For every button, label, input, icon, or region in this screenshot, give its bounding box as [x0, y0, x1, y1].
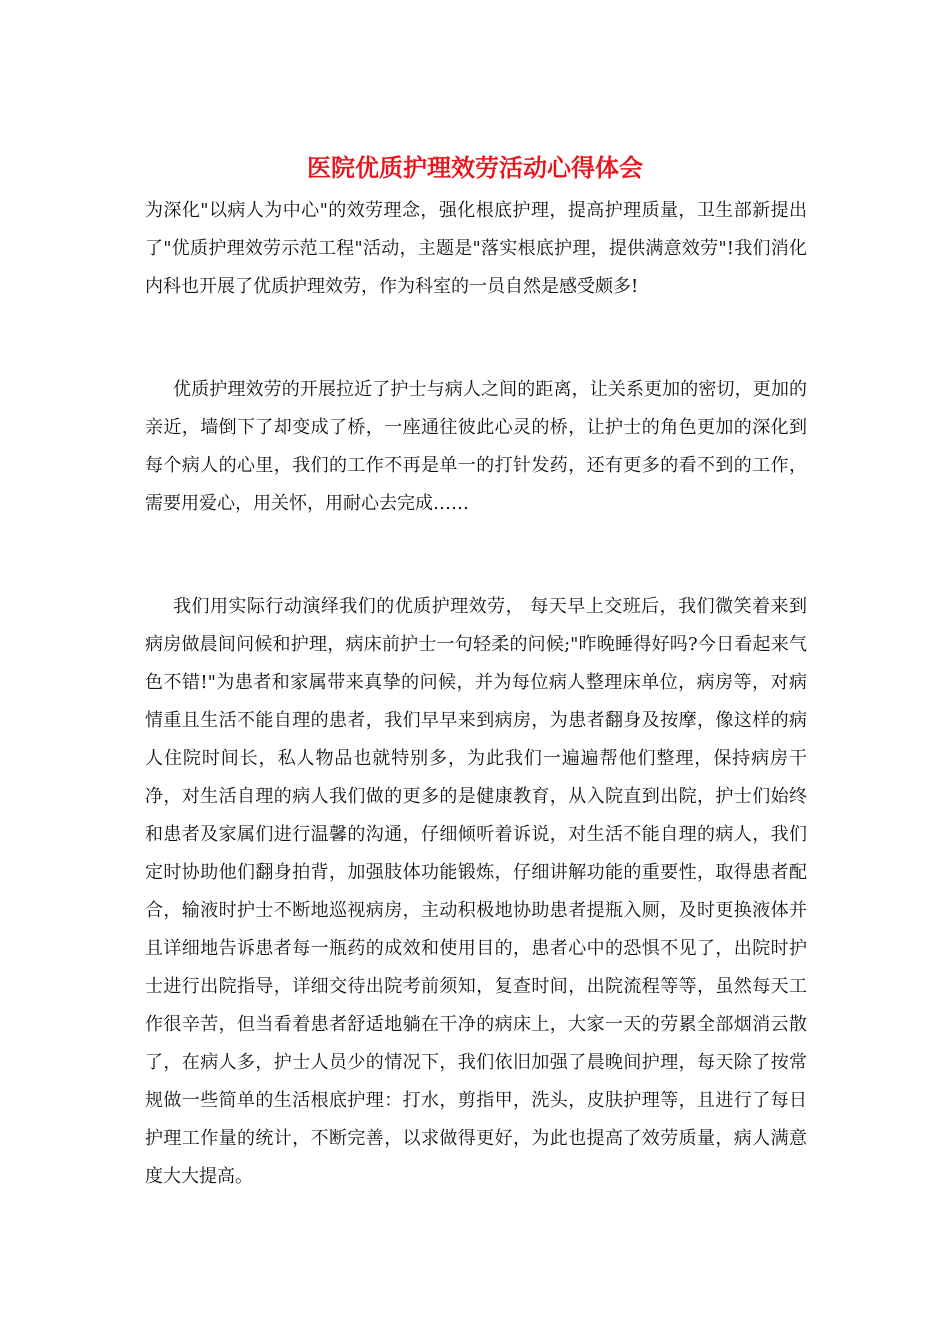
document-title: 医院优质护理效劳活动心得体会: [307, 153, 643, 182]
paragraph-daily-practice: 我们用实际行动演绎我们的优质护理效劳， 每天早上交班后，我们微笑着来到病房做晨间问候和护理，病床前护士一句轻柔的问候;"昨晚睡得好吗?今日看起来气色不错!"为患者和家属带来真挚的问候，并为每位病人整理床单位，病房等，对病情重且生活不能自理的患者，我们早早来到病房，为患者翻身及按摩，像这样的病人住院时间长，私人物品也就特别多，为此我们一遍遍帮他们整理，保持病房干净，对生活自理的病人我们做的更多的是健康教育，从入院直到出院，护士们始终和患者及家属们进行温馨的沟通，仔细倾听着诉说，对生活不能自理的病人，我们定时协助他们翻身拍背，加强肢体功能锻炼，仔细讲解功能的重要性，取得患者配合，输液时护士不断地巡视病房，主动积极地协助患者提瓶入厕，及时更换液体并且详细地告诉患者每一瓶药的成效和使用目的，患者心中的恐惧不见了，出院时护士进行出院指导，详细交待出院考前须知，复查时间，出院流程等等，虽然每天工作很辛苦，但当看着患者舒适地躺在干净的病床上，大家一天的劳累全部烟消云散了，在病人多，护士人员少的情况下，我们依旧加强了晨晚间护理，每天除了按常规做一些简单的生活根底护理：打水，剪指甲，洗头，皮肤护理等，且进行了每日护理工作量的统计，不断完善，以求做得更好，为此也提高了效劳质量，病人满意度大大提高。: [145, 596, 807, 1187]
paragraph-intro: 为深化"以病人为中心"的效劳理念，强化根底护理，提高护理质量，卫生部新提出了"优质护理效劳示范工程"活动，主题是"落实根底护理，提供满意效劳"!我们消化内科也开展了优质护理效劳，作为科室的一员自然是感受颇多!: [145, 200, 807, 297]
paragraph-closeness: 优质护理效劳的开展拉近了护士与病人之间的距离，让关系更加的密切，更加的亲近，墙倒下了却变成了桥，一座通往彼此心灵的桥，让护士的角色更加的深化到每个病人的心里，我们的工作不再是单一的打针发药，还有更多的看不到的工作，需要用爱心，用关怀，用耐心去完成……: [145, 379, 807, 514]
